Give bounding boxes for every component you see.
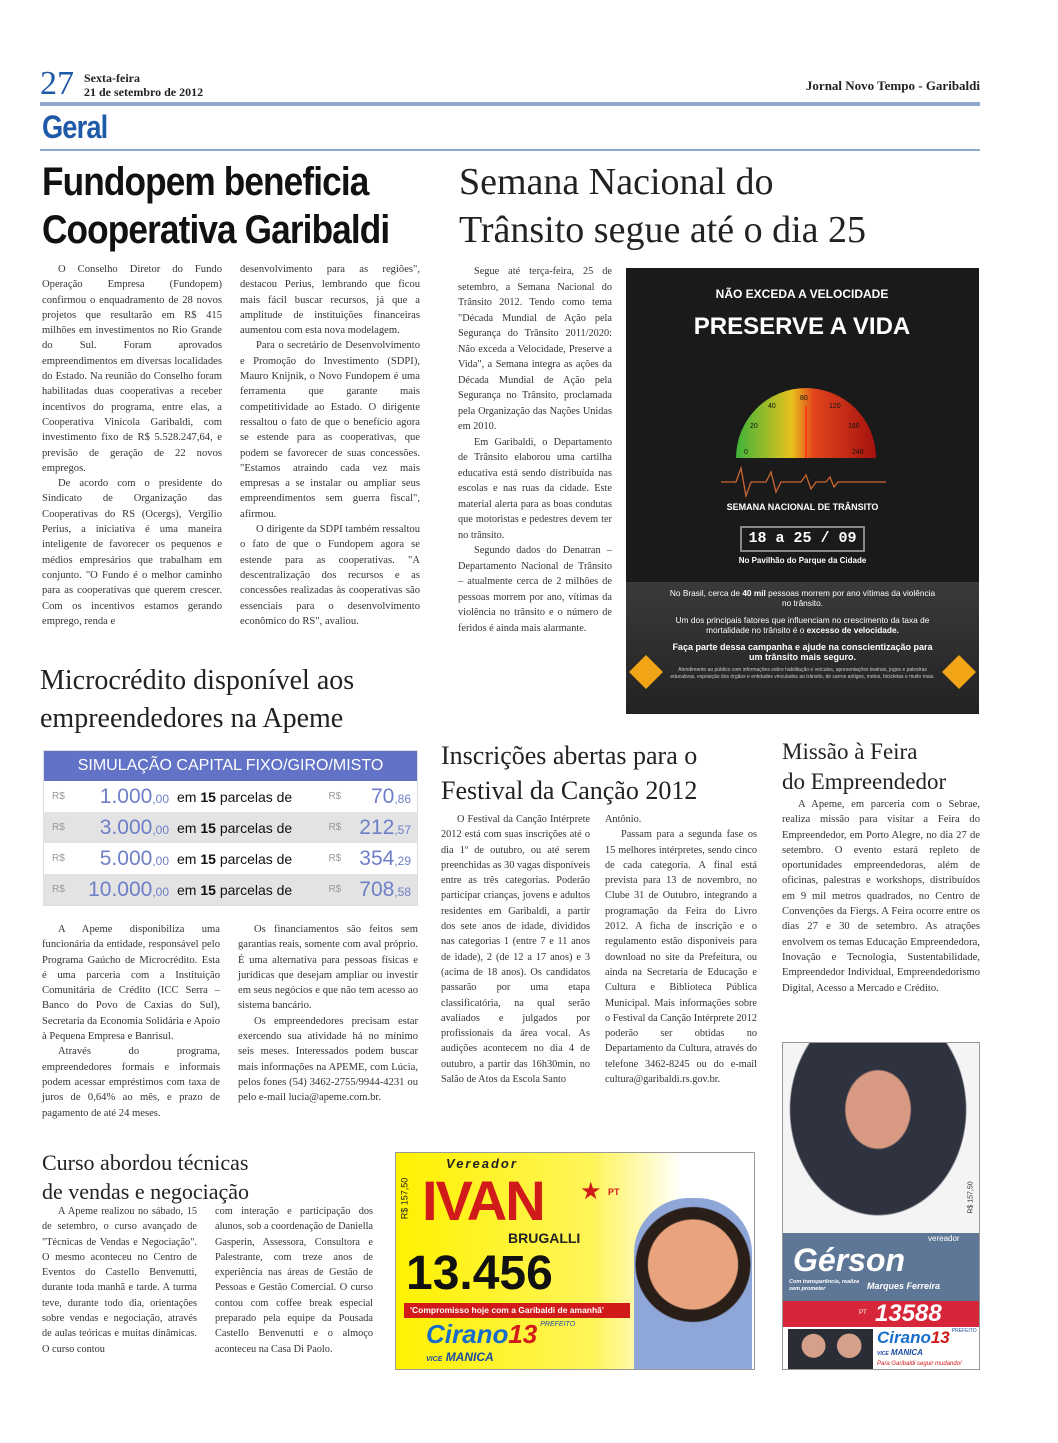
text: pessoas morrem por ano vítimas da violência no trânsito. [768, 588, 936, 608]
currency-label: R$ [320, 812, 346, 843]
ad-tagline: Com transparência, realiza sem prometer [789, 1279, 860, 1292]
paragraph: A Apeme realizou no sábado, 15 de setembro, o curso avançado de "Técnicas de Vendas e Negociação". O mesmo aconteceu no Centro de Eventos do Castello Benvenutti, durante toda manhã e tarde. A turma teve, durante todo dia, orientações sobre vendas e negociação, através de aulas teóricas e muitas dinâmicas. O curso contou [42, 1206, 197, 1355]
transito-col [458, 264, 612, 636]
ad-ivan-brugalli [395, 1152, 755, 1370]
currency-label: R$ [44, 874, 70, 905]
paragraph: Segundo dados do Denatran – Departamento Nacional de Trânsito – atualmente cerca de 2 milhões de pessoas morrem por ano, vítimas da violência no trânsito e o número de feridos é ainda mais alarmante. [458, 545, 612, 634]
ad-role: vereador [928, 1234, 960, 1243]
paragraph: De acordo com o presidente do Sindicato de Organização das Cooperativas do RS (Ocergs), Vergilio Perius, a iniciativa é uma maneira inteligente de favorecer os pequenos e médios empresários que trabalham em conjunto. "O Fundo é o melhor caminho para as cooperativas que querem crescer. Com os incentivos estamos gerando emprego, renda e [42, 478, 222, 627]
headline-line: Missão à Feira [782, 739, 918, 764]
text: em [177, 819, 197, 836]
section-rule [40, 149, 980, 151]
paragraph: Antônio. [605, 814, 642, 825]
headline-line: Curso abordou técnicas [42, 1150, 249, 1175]
text: em [177, 850, 197, 867]
loan-amount [70, 812, 169, 843]
headline-line: Festival da Canção 2012 [441, 776, 698, 805]
gauge-label: 0 [744, 449, 748, 456]
paragraph: A Apeme disponibiliza uma funcionária da entidade, responsável pelo Programa Gaúcho de Microcrédito. Esta é uma parceria com a Instituição Comunitária de Crédito (ICC Serra – Banco do Povo de Caxias do Sul), Secretaria da Economia Solidária e Apoio à Pequena Empresa e Banrisul. [42, 924, 220, 1043]
ad-surname: Marques Ferreira [867, 1281, 941, 1291]
poster-cta: Faça parte dessa campanha e ajude na conscientização para um trânsito mais seguro. [672, 642, 933, 662]
poster-info-panel [626, 582, 979, 714]
loan-amount [70, 781, 169, 812]
missao-col [782, 797, 980, 996]
ad-mayor-row [426, 1320, 575, 1348]
amount: 5.000 [99, 846, 153, 870]
fundopem-col-1 [42, 262, 222, 629]
text: Cirano [426, 1319, 509, 1349]
currency-label: R$ [328, 853, 342, 864]
paragraph: desenvolvimento para as regiões", destacou Perius, lembrando que ficou mais fácil buscar recursos, já que a amplitude de instituições financeiras aumentou com esta nova modelagem. [240, 264, 420, 337]
ad-mayor [877, 1328, 950, 1347]
gauge-label: 80 [800, 395, 808, 402]
amount-cents: ,00 [152, 791, 170, 806]
heartbeat-line [721, 468, 886, 496]
simulation-row [44, 812, 417, 843]
gauge-label: 40 [768, 403, 776, 410]
ad-vice [877, 1348, 923, 1359]
ad-surname: BRUGALLI [508, 1230, 581, 1246]
poster-dates: 18 a 25 / 09 [740, 526, 865, 552]
text: em [177, 881, 197, 898]
paragraph: A Apeme, em parceria com o Sebrae, realiza missão para visitar a Feira do Empreendedor, em Porto Alegre, no dia 27 de setembro. O evento estará repleto de oportunidades empreendedoras, além de oficinas, palestras e workshops, distribuídos em 9 mil metros quadrados, no Centro de Convenções da Fiergs. A Feira ocorre entre os dias 27 e 30 de setembro. As atrações envolvem os temas Educação Empreendedora, Inovação e Tecnologia, Sustentabilidade, Empreendedor Individual, Empreendedorismo Digital, Acesso a Mercado e Crédito. [782, 799, 980, 994]
installment-cents: ,29 [394, 853, 411, 868]
paragraph: Os empreendedores precisam estar exercendo sua atividade há no mínimo seis meses. Interessados podem buscar mais informações na APEME, com Lúcia, pelos fones (54) 3462-2755/9944-4231 ou pelo e-mail lucia@apeme.com.br. [238, 1015, 418, 1104]
paragraph: Para o secretário de Desenvolvimento e Promoção do Investimento (SDPI), Mauro Knijnik, o Novo Fundopem é uma ferramenta que garante mais competitividade ao Estado. O dirigente ressaltou o fato de que o benefício agora se estende para as cooperativas, que podem se favorecer de suas concessões. "Estamos atraindo cada vez mais empresas a se instalar ou ampliar seus empreendimentos sem guerra fiscal", afirmou. [240, 340, 420, 520]
fundopem-col-2 [240, 262, 420, 629]
installments-text [169, 874, 320, 905]
simulation-table-header: SIMULAÇÃO CAPITAL FIXO/GIRO/MISTO [44, 751, 417, 781]
simulation-table [43, 750, 418, 906]
installment-cents: ,57 [394, 822, 411, 837]
ad-price: R$ 157,50 [399, 1177, 410, 1220]
loan-amount [70, 843, 169, 874]
transito-poster [626, 268, 979, 714]
text: parcelas de [219, 819, 293, 836]
poster-venue: No Pavilhão do Parque da Cidade [738, 556, 867, 565]
simulation-rows [44, 781, 417, 905]
amount: 3.000 [99, 815, 153, 839]
paragraph: Em Garibaldi, o Departamento de Trânsito elaborou uma cartilha educativa está sendo distribuída nas escolas e nas ruas da cidade. Este material alerta para as boas condutas que motoristas e pedestres devem ter no trânsito. [458, 436, 612, 541]
installment-cents: ,86 [394, 791, 411, 806]
text: 15 [200, 819, 216, 836]
headline-missao [782, 737, 946, 797]
ad-number: 13.456 [406, 1247, 553, 1300]
issue-weekday: Sexta-feira [84, 71, 140, 85]
text: excesso de velocidade. [806, 625, 899, 635]
installments-text [169, 843, 320, 874]
paragraph: Os financiamentos são feitos sem garantias reais, somente com aval próprio. É uma alternativa para pessoas físicas e jurídicas que desejam ampliar ou investir em seus negócios e que não tem acesso ao sistema bancário. [238, 924, 418, 1012]
currency-label: R$ [320, 874, 346, 905]
header-rule [40, 102, 980, 106]
headline-line: Fundopem beneficia [42, 160, 369, 204]
candidate-photo [783, 1043, 980, 1233]
text: parcelas de [219, 881, 293, 898]
ad-mayor-row [877, 1328, 977, 1347]
installment-cents: ,58 [394, 884, 411, 899]
text: No Brasil, cerca de [669, 588, 740, 598]
installment: 212 [359, 815, 395, 839]
poster-headline: PRESERVE A VIDA [693, 313, 911, 340]
paragraph: O Festival da Canção Intérprete 2012 está com suas inscrições até o dia 1º de outubro, ou até serem preenchidas as 30 vagas disponíveis entre as três categorias. Poderão participar crianças, jovens e adultos residentes em Garibaldi, a partir dos sete anos de idade, divididos nas categorias 1 (entre 7 e 11 anos de idade), 2 (de 12 a 17 anos) e 3 (acima de 18 anos). Os candidatos passarão por uma etapa classificatória, na qual serão avaliados e julgados por profissionais da área vocal. As audições acontecem no dia 4 de outubro, a partir das 16h30min, no Salão de Atos da Escola Santo [441, 814, 590, 1086]
ad-price: R$ 157,50 [967, 1181, 975, 1214]
currency-label: R$ [52, 791, 65, 802]
installment-value [346, 874, 417, 905]
text: MANICA [890, 1348, 923, 1357]
text: 15 [200, 788, 216, 805]
currency-label: R$ [328, 791, 342, 802]
poster-fact-1 [666, 588, 939, 608]
headline-fundopem [42, 158, 389, 254]
ad-slogan: 'Compromisso hoje com a Garibaldi de amanhã' [404, 1303, 630, 1318]
headline-line: Inscrições abertas para o [441, 741, 698, 770]
loan-amount [70, 874, 169, 905]
gauge-label: 240 [852, 449, 864, 456]
festival-col-2 [605, 812, 757, 1087]
paragraph: Através do programa, empreendedores formais e informais podem acessar empréstimos com taxa de juros de 0,64% ao mês, e prazo de pagamento de até 24 meses. [42, 1046, 220, 1119]
ad-number: 13588 [875, 1300, 942, 1327]
text: parcelas de [219, 788, 293, 805]
headline-line: do Empreendedor [782, 769, 947, 794]
headline-microcredito [40, 662, 354, 738]
ad-party: PT [859, 1310, 867, 1316]
ad-name: IVAN [422, 1169, 544, 1232]
headline-curso [42, 1148, 249, 1206]
headline-festival [441, 738, 697, 808]
text: VICE [426, 1356, 443, 1363]
installment-value [346, 843, 417, 874]
text: 13 [930, 1328, 950, 1347]
festival-col-1 [441, 812, 590, 1087]
currency-label: R$ [52, 853, 65, 864]
headline-line: Trânsito segue até o dia 25 [459, 209, 867, 251]
paragraph: Segue até terça-feira, 25 de setembro, a Semana Nacional do Trânsito 2012. Tendo como tema "Década Mundial de Ação pela Segurança do Trânsito 2011/2020: Não exceda a Velocidade, Preserve a Vida", a Semana integra as ações da Década Mundial de Ação pela Segurança no Trânsito, proclamada pela Organização das Nações Unidas em 2010. [458, 266, 612, 432]
ad-slogan: Para Garibaldi seguir mudando! [877, 1361, 962, 1367]
headline-line: Cooperativa Garibaldi [42, 208, 390, 252]
paragraph: O Conselho Diretor do Fundo Operação Empresa (Fundopem) confirmou o enquadramento de 28 novos projetos que resultarão em R$ 415 milhões em investimentos no Rio Grande do Sul. Foram aprovados empreendimentos em diversas localidades do Estado. Na reunião do Conselho foram habilitadas duas cooperativas a receber incentivos do programa, entre elas, a Cooperativa Vinícola Garibaldi, com investimento fixo de R$ 5.528.247,64, e previsão de geração de 22 novos empregos. [42, 264, 222, 474]
microcredito-col-2 [238, 922, 418, 1106]
curso-col-2 [215, 1204, 373, 1357]
poster-event: SEMANA NACIONAL DE TRÂNSITO [726, 502, 879, 512]
text: MANICA [445, 1350, 494, 1364]
headline-line: Microcrédito disponível aos [40, 665, 355, 696]
text: 15 [200, 881, 216, 898]
running-mates-photo [788, 1329, 873, 1370]
text: parcelas de [219, 850, 293, 867]
installment: 354 [359, 846, 395, 870]
text: Um dos principais fatores que influenciam no crescimento da taxa de mortalidade no trânsito é o [675, 615, 930, 635]
text: 15 [200, 850, 216, 867]
poster-arc-text: NÃO EXCEDA A VELOCIDADE [715, 287, 889, 301]
paper-name: Jornal Novo Tempo - Garibaldi [805, 78, 980, 93]
installment-value [346, 781, 417, 812]
ad-name: Gérson [793, 1242, 906, 1278]
ad-mayor-label: PREFEITO [951, 1328, 977, 1334]
ad-role: Vereador [446, 1156, 518, 1171]
amount-cents: ,00 [152, 853, 170, 868]
page-number: 27 [40, 65, 74, 102]
installment: 70 [370, 784, 395, 808]
speedometer-graphic [626, 268, 979, 508]
poster-fine-print: Atendimento ao público com informações sobre habilitação e veículos, apresentações teatrais, jogos e palestras educativas, exposição dos órgãos e entidades vinculados ao trânsito, de carros antigos, motos, bicicletas e muito mais. [670, 667, 935, 680]
ad-vice [426, 1350, 494, 1367]
text: VICE [877, 1351, 889, 1357]
gauge-label: 20 [750, 423, 758, 430]
candidate-photo [634, 1198, 752, 1370]
headline-transito [459, 158, 866, 254]
text: Cirano [877, 1328, 931, 1347]
simulation-row [44, 874, 417, 905]
installments-text [169, 781, 320, 812]
poster-fact-2 [666, 615, 939, 635]
text: 13 [508, 1319, 538, 1349]
microcredito-col-1 [42, 922, 220, 1121]
party-star-icon: ★ [580, 1178, 602, 1205]
amount-cents: ,00 [152, 822, 170, 837]
text: em [177, 788, 197, 805]
currency-label: R$ [44, 812, 70, 843]
issue-date: 21 de setembro de 2012 [84, 85, 204, 99]
ad-gerson [782, 1042, 980, 1370]
ad-party: PT [608, 1187, 620, 1197]
simulation-row [44, 843, 417, 874]
gauge-label: 160 [848, 423, 860, 430]
amount: 10.000 [88, 877, 153, 901]
gauge-label: 120 [829, 403, 841, 410]
simulation-row [44, 781, 417, 812]
headline-line: empreendedores na Apeme [40, 703, 344, 734]
paragraph: com interação e participação dos alunos, sob a coordenação de Daniella Gasperin, Assessora, Consultora e Palestrante, com treze anos de experiência nas áreas de Gestão de Pessoas e Gestão Comercial. O curso contou com coffee break especial preparado pela equipe da Pousada Castello Benvenutti e o almoço aconteceu na Casa Di Paolo. [215, 1206, 373, 1355]
paragraph: O dirigente da SDPI também ressaltou o fato de que o Fundopem agora se estende para as cooperativas. "A descentralização dos recursos e as concessões realizadas às cooperativas são essenciais para o desenvolvimento econômico do RS", avaliou. [240, 524, 420, 627]
installment-value [346, 812, 417, 843]
text: 40 mil [742, 588, 766, 598]
paragraph: Passam para a segunda fase os 15 melhores intérpretes, sendo cinco de cada categoria. A final está prevista para 13 de novembro, no Clube 31 de Outubro, integrando a programação da Feira do Livro 2012. A ficha de inscrição e o regulamento estão disponíveis para download no site da Prefeitura, ou ainda na Secretaria de Educação e Cultura e Biblioteca Pública Municipal. Mais informações sobre o Festival da Canção Intérprete 2012 poderão ser obtidas no Departamento da Cultura, através do telefone 3462-8245 ou do e-mail cultura@garibaldi.rs.gov.br. [605, 829, 757, 1086]
amount: 1.000 [99, 784, 153, 808]
ad-mayor-label: PREFEITO [540, 1321, 576, 1328]
curso-col-1 [42, 1204, 197, 1357]
ad-mayor [426, 1320, 537, 1348]
installment: 708 [359, 877, 395, 901]
headline-line: Semana Nacional do [459, 161, 774, 203]
installments-text [169, 812, 320, 843]
amount-cents: ,00 [152, 884, 170, 899]
headline-line: de vendas e negociação [42, 1179, 250, 1204]
section-title: Geral [42, 109, 108, 145]
